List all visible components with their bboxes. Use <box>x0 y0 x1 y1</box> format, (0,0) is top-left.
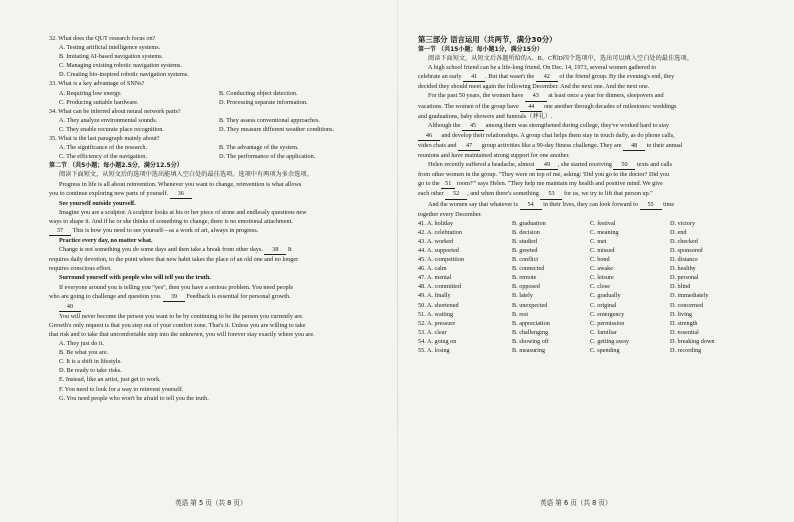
q35-option-b: B. The advantage of the system. <box>219 144 299 152</box>
q35-options-row1 <box>49 143 385 152</box>
section1-instruction: 阅读下面短文，从短文后各题所给的A、B、C和D四个选项中，选出可以填入空白处的最佳选项。 <box>428 55 693 63</box>
q33-options-row1 <box>49 89 385 98</box>
passage-line <box>49 292 385 302</box>
choice-41-c: C. festival <box>590 219 616 227</box>
choice-55-a: 55. A. losing <box>418 347 450 354</box>
cloze-text: , she started receiving <box>557 161 612 169</box>
cloze-text: for us, we try to lift that person up." <box>563 190 653 198</box>
choice-44-a: 44. A. supported <box>418 246 459 254</box>
choice-53-b: B. challenging <box>512 328 549 336</box>
choice-53-a: 53. A. clear <box>418 328 447 336</box>
cloze-line: A high school friend can be a life-long friend. On Dec. 14, 1973, several women gathered to <box>428 64 657 72</box>
cloze-line <box>418 141 754 151</box>
q35-stem: 35. What is the last paragraph mainly about? <box>49 135 160 143</box>
choice-49-b: B. lately <box>512 292 533 300</box>
blank-40: 40 <box>59 302 81 312</box>
choice-42-a: 42. A. celebration <box>418 228 462 236</box>
passage-text: This is how you need to see yourself—as a work of art, always in progress. <box>72 226 259 234</box>
q32-option-c: C. Managing existing robotic navigation systems. <box>59 62 182 70</box>
choice-45-a: 45. A. competition <box>418 256 465 264</box>
blank-38: 38 <box>264 245 286 255</box>
cloze-line <box>418 200 754 210</box>
blank-43: 43 <box>525 91 547 101</box>
choice-52-b: B. appreciation <box>512 319 550 327</box>
choice-47-a: 47. A. mental <box>418 274 452 282</box>
right-page <box>418 34 754 355</box>
blank-37: 37 <box>49 226 71 236</box>
section2-option-b: B. Be what you are. <box>59 349 109 357</box>
section2-option-c: C. It is a shift in lifestyle. <box>59 358 122 366</box>
choice-52-d: D. strength <box>670 319 698 327</box>
q35-option-a: A. The significance of the research. <box>59 144 148 152</box>
passage-line: Growth's only request is that you step out of your comfort zone. That's it. Unless you are willing to take <box>49 321 306 329</box>
cloze-line: together every December. <box>418 210 482 218</box>
passage-line <box>49 189 385 199</box>
blank-41: 41 <box>463 72 485 82</box>
passage-text: Feedback is essential for personal growth. <box>186 292 291 300</box>
choice-43-c: C. met <box>590 237 607 245</box>
cloze-text: and develop their relationships. A group chat helps them stay in touch daily, as do phone calls, <box>441 131 675 139</box>
choice-48-b: B. opposed <box>512 283 540 291</box>
cloze-text: texts and calls <box>637 161 673 169</box>
cloze-text: group activities like a 90-day fitness challenge. They are <box>481 141 622 149</box>
blank-36: 36 <box>170 189 192 199</box>
choice-52-a: 52. A. pressure <box>418 319 456 327</box>
part3-title: 第三部分 语言运用（共两节，满分30分） <box>418 35 557 44</box>
cloze-line <box>418 102 754 112</box>
choice-48-a: 48. A. committed <box>418 283 461 291</box>
cloze-text: celebrate an early <box>418 73 462 81</box>
choice-45-d: D. distance <box>670 256 698 264</box>
choice-46-b: B. connected <box>512 265 545 273</box>
page-footer-6: 英语 第 6 页（共 8 页） <box>540 499 612 507</box>
cloze-line <box>418 131 754 141</box>
passage-line: requires conscious effort. <box>49 265 112 273</box>
choice-47-c: C. leisure <box>590 274 614 282</box>
passage-text: It <box>287 246 292 254</box>
left-page <box>49 34 385 403</box>
section2-title: 第二节 （共5小题；每小题2.5分，满分12.5分） <box>49 162 183 170</box>
choice-43-b: B. studied <box>512 237 538 245</box>
section2-instruction: 阅读下面短文，从短文后的选项中选出能填入空白处的最佳选项。选项中有两项为多余选项。 <box>59 171 313 179</box>
section1-title: 第一节 （共15小题；每小题1分，满分15分） <box>418 46 543 53</box>
choice-42-c: C. meaning <box>590 228 619 236</box>
cloze-text: . But that wasn't the <box>485 73 535 81</box>
choice-41-a: 41. A. holiday <box>418 219 454 227</box>
choice-47-d: D. personal <box>670 274 699 282</box>
choice-55-c: C. spending <box>590 347 620 354</box>
blank-54: 54 <box>520 200 542 210</box>
choice-51-d: D. living <box>670 310 693 318</box>
choice-44-b: B. greeted <box>512 246 538 254</box>
q33-option-d: D. Processing separate information. <box>219 98 308 106</box>
blank-46: 46 <box>418 131 440 141</box>
blank-53: 53 <box>540 189 562 199</box>
choice-42-b: B. decision <box>512 228 540 236</box>
section2-option-d: D. Be ready to take risks. <box>59 367 122 375</box>
passage-line: If everyone around you is telling you "yes", then you have a serious problem. You need people <box>59 283 294 291</box>
section2-option-f: F. You need to look for a way to reinvent yourself. <box>59 385 184 393</box>
q34-option-b: B. They assess conventional approaches. <box>219 116 320 124</box>
cloze-text: room?'" says Helen. "They help me maintain my health and positive mind. We give <box>456 180 663 188</box>
passage-line: that risk and to take that uncomfortable step into the unknown, you will forever stay exactly where you are. <box>49 331 315 338</box>
cloze-text: , and when there's something <box>467 190 539 198</box>
blank-49: 49 <box>536 160 558 170</box>
cloze-line <box>418 179 754 189</box>
choice-46-c: C. awake <box>590 265 614 273</box>
cloze-text: of the friend group. By the evening's end, they <box>559 73 675 81</box>
choice-42-d: D. end <box>670 228 687 236</box>
choice-55-d: D. recording <box>670 347 702 354</box>
cloze-line <box>418 121 754 131</box>
q35-option-d: D. The performance of the application. <box>219 153 316 161</box>
q32-option-d: D. Creating bio-inspired robotic navigation systems. <box>59 71 189 79</box>
cloze-text: And the women say that whatever is <box>428 200 519 208</box>
section2-option-e: E. Instead, like an artist, just get to work. <box>59 376 161 384</box>
q33-option-a: A. Requiring low energy. <box>59 89 122 97</box>
cloze-text: Helen recently suffered a headache, almost <box>428 161 535 169</box>
q33-stem: 33. What is a key advantage of SNNs? <box>49 80 145 88</box>
choice-46-a: 46. A. calm <box>418 265 447 273</box>
blank-47: 47 <box>458 141 480 151</box>
q35-option-c: C. The efficiency of the navigation. <box>59 153 147 161</box>
heading-practice: Practice every day, no matter what. <box>59 237 153 245</box>
choice-47-b: B. remote <box>512 274 537 282</box>
page-fold <box>397 0 398 522</box>
cloze-text: at least once a year for dinners, sleepovers and <box>548 92 664 100</box>
q35-options-row2 <box>49 152 385 161</box>
choice-55-b: B. measuring <box>512 347 545 354</box>
choice-54-b: B. showing off <box>512 337 549 345</box>
blank-52: 52 <box>445 189 467 199</box>
blank-42: 42 <box>536 72 558 82</box>
passage-line: ways to shape it. And if he or she thinks of something to change, there is no emotional attachment. <box>49 217 293 225</box>
choice-50-c: C. original <box>590 301 617 309</box>
cloze-text: in their lives, they can look forward to <box>543 200 638 208</box>
passage-line: You will never become the person you want to be by continuing to be the person you currently are. <box>59 312 304 320</box>
cloze-text: video chats and <box>418 141 457 149</box>
blank-55: 55 <box>640 200 662 210</box>
blank-50: 50 <box>613 160 635 170</box>
cloze-line <box>418 72 754 82</box>
blank-48: 48 <box>623 141 645 151</box>
choice-45-c: C. bond <box>590 256 610 264</box>
cloze-text: vacations. The women of the group have <box>418 102 519 110</box>
passage-line: Progress in life is all about reinvention. Whenever you want to change, reinvention is what allows <box>59 180 302 188</box>
choice-50-b: B. unexpected <box>512 301 548 309</box>
choice-45-b: B. conflict <box>512 256 539 264</box>
choice-44-d: D. sponsored <box>670 246 703 254</box>
q34-option-c: C. They enable recurate place recognition. <box>59 125 164 133</box>
choice-49-c: C. gradually <box>590 292 621 300</box>
blank-44: 44 <box>520 102 542 112</box>
q32-stem: 32. What does the QUT research focus on? <box>49 35 156 42</box>
cloze-text: one another through decades of milestones: weddings <box>543 102 677 110</box>
cloze-text: each other <box>418 190 444 198</box>
choice-49-a: 49. A. finally <box>418 292 451 300</box>
q34-option-a: A. They analyze environmental sounds. <box>59 116 158 124</box>
choice-53-c: C. familiar <box>590 328 617 336</box>
q33-options-row2 <box>49 98 385 107</box>
q32-option-a: A. Testing artificial intelligence systems. <box>59 44 161 52</box>
choice-52-c: C. permission <box>590 319 625 327</box>
q34-stem: 34. What can be inferred about neural network parts? <box>49 107 181 115</box>
passage-line: Imagine you are a sculptor. A sculptor looks at his or her piece of stone and endlessly questions new <box>59 208 307 216</box>
choice-grid <box>418 219 754 355</box>
passage-text: who are going to challenge and question you. <box>49 292 162 300</box>
passage-text: Change is not something you do some days and then take a break from other days. <box>59 246 263 254</box>
passage-line <box>49 226 385 236</box>
choice-41-d: D. victory <box>670 219 696 227</box>
passage-line <box>49 302 385 312</box>
q34-options-row1 <box>49 116 385 125</box>
choice-50-a: 50. A. shortened <box>418 301 459 309</box>
cloze-line <box>418 91 754 101</box>
q32-option-b: B. Imitating AI-based navigation systems. <box>59 53 164 61</box>
section2-option-a: A. They just do it. <box>59 340 104 348</box>
q34-option-d: D. They measure different weather conditions. <box>219 125 335 133</box>
q34-options-row2 <box>49 125 385 134</box>
cloze-line: reunions and have maintained strong support for one another. <box>418 152 570 160</box>
choice-41-b: B. graduation <box>512 219 546 227</box>
choice-54-c: C. getting away <box>590 337 630 345</box>
cloze-line <box>418 189 754 199</box>
cloze-line <box>418 160 754 170</box>
choice-46-d: D. healthy <box>670 265 696 273</box>
page-footer-5: 英语 第 5 页（共 8 页） <box>175 499 247 507</box>
section2-option-g: G. You need people who won't be afraid to tell you the truth. <box>59 394 209 402</box>
blank-45: 45 <box>462 121 484 131</box>
blank-39: 39 <box>163 292 185 302</box>
choice-54-d: D. breaking down <box>670 337 715 345</box>
choice-49-d: D. immediately <box>670 292 709 300</box>
heading-see-yourself: See yourself outside yourself. <box>59 199 136 207</box>
cloze-text: to their annual <box>646 141 683 149</box>
cloze-text: time <box>663 200 675 208</box>
choice-51-c: C. emergency <box>590 310 625 318</box>
cloze-text: For the past 50 years, the women have <box>428 92 524 100</box>
choice-53-d: D. essential <box>670 328 699 336</box>
passage-line: requires daily devotion, to the point where that new habit takes the place of an old one and no longer <box>49 256 299 264</box>
choice-50-d: D. concerned <box>670 301 703 309</box>
heading-surround: Surround yourself with people who will tell you the truth. <box>59 274 211 282</box>
choice-48-d: D. blind <box>670 283 691 291</box>
choice-43-a: 43. A. worked <box>418 237 454 245</box>
q33-option-c: C. Producing suitable hardware. <box>59 98 139 106</box>
passage-line <box>49 245 385 255</box>
q33-option-b: B. Conducting object detection. <box>219 89 298 97</box>
cloze-line: from other women in the group. "They were on top of me, asking: 'Did you go to the doctor? Did you <box>418 171 670 179</box>
blank-51: 51 <box>441 179 455 189</box>
choice-44-c: C. missed <box>590 246 615 254</box>
passage-text: you to continue exploring new parts of yourself. <box>49 189 169 197</box>
cloze-text: among them was strengthened during college, they've worked hard to stay <box>485 121 670 129</box>
choice-51-a: 51. A. waiting <box>418 310 454 318</box>
choice-51-b: B. rest <box>512 310 529 318</box>
choice-43-d: D. checked <box>670 237 698 245</box>
cloze-line: decided they should meet again the following December. And the next one. And the next one. <box>418 83 650 91</box>
cloze-text: Although the <box>428 121 461 129</box>
cloze-text: go to the <box>418 180 440 188</box>
choice-54-a: 54. A. going on <box>418 337 457 345</box>
cloze-line: and graduations, baby showers and funerals（葬礼）. <box>418 112 553 120</box>
choice-48-c: C. close <box>590 283 610 291</box>
